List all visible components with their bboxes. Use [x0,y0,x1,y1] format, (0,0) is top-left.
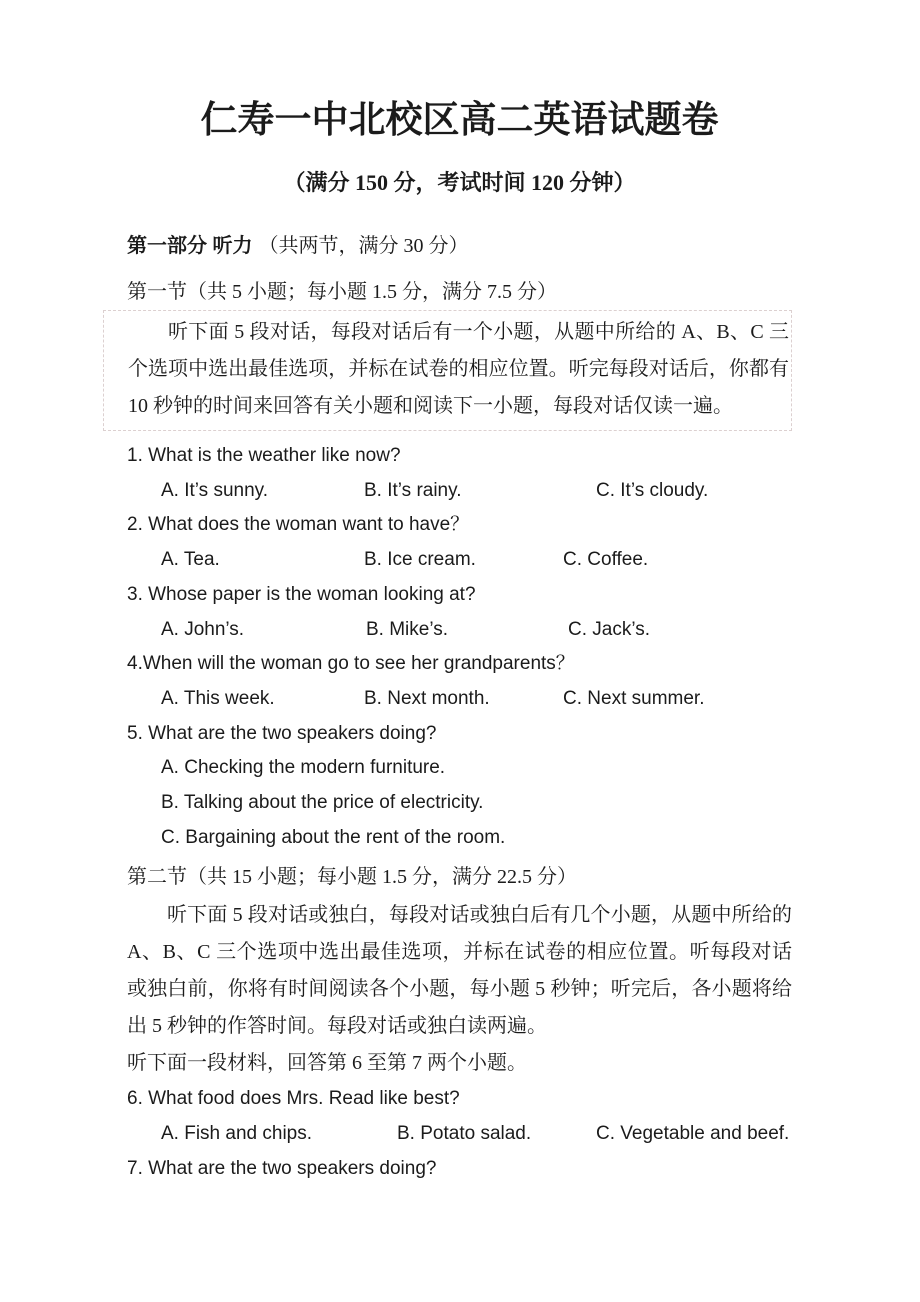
exam-subtitle: （满分 150 分，考试时间 120 分钟） [283,170,636,195]
question-5: 5. What are the two speakers doing? [127,722,437,744]
part1-heading-tail: （共两节，满分 30 分） [258,235,469,257]
part1-heading [127,232,792,260]
question-2-option-b: B. Ice cream. [364,549,476,571]
question-3-option-c: C. Jack’s. [568,618,651,640]
question-1: 1. What is the weather like now? [127,445,401,466]
question-7: 7. What are the two speakers doing? [127,1157,437,1179]
question-1-option-b: B. It’s rainy. [364,479,462,501]
question-1-option-c: C. It’s cloudy. [596,479,709,501]
question-6: 6. What food does Mrs. Read like best? [127,1088,460,1110]
question-3: 3. Whose paper is the woman looking at? [127,583,476,605]
section1-instructions-box [103,310,792,431]
section1-heading: 第一节（共 5 小题；每小题 1.5 分，满分 7.5 分） [127,281,557,303]
section2-instructions: 听下面 5 段对话或独白，每段对话或独白后有几个小题，从题中所给的 A、B、C 三个选项中选出最佳选项，并标在试卷的相应位置。听每段对话或独白前，你将有时间阅读各个小题，每小题 5 秒钟；听完后，各小题将给出 5 秒钟的作答时间。每段对话或独白读两遍。 [127,904,792,1038]
questions-1-5 [127,439,792,855]
question-2-options [127,543,792,578]
question-6-options [127,1117,792,1152]
question-2: 2. What does the woman want to have？ [127,514,470,536]
question-4-option-a: A. This week. [161,687,275,709]
question-4-option-c: C. Next summer. [563,687,705,709]
section2-heading: 第二节（共 15 小题；每小题 1.5 分，满分 22.5 分） [127,866,577,889]
question-6-option-a: A. Fish and chips. [161,1123,313,1145]
question-3-options [127,613,792,648]
section1-instructions: 听下面 5 段对话，每段对话后有一个小题，从题中所给的 A、B、C 三个选项中选出最佳选项，并标在试卷的相应位置。听完每段对话后，你都有 10 秒钟的时间来回答有关小题和阅读下一小题，每段对话仅读一遍。 [128,321,789,417]
question-4: 4.When will the woman go to see her grandparents？ [127,653,575,675]
exam-title: 仁寿一中北校区高二英语试题卷 [200,99,719,140]
questions-6-7 [127,1082,792,1186]
question-6-option-b: B. Potato salad. [397,1123,532,1145]
question-5-option-a: A. Checking the modern furniture. [161,757,446,779]
question-2-option-a: A. Tea. [161,549,220,571]
question-3-option-a: A. John’s. [161,618,245,640]
question-6-option-c: C. Vegetable and beef. [596,1123,790,1145]
section2-material-note: 听下面一段材料，回答第 6 至第 7 两个小题。 [127,1052,527,1075]
question-5-option-b: B. Talking about the price of electricity. [161,792,484,814]
question-4-options [127,682,792,717]
question-5-option-c: C. Bargaining about the rent of the room. [161,826,506,848]
question-1-option-a: A. It’s sunny. [161,479,269,501]
question-4-option-b: B. Next month. [364,687,490,709]
question-1-options [127,474,792,509]
question-3-option-b: B. Mike’s. [366,618,449,640]
part1-heading-bold: 第一部分 听力 [127,235,253,257]
question-2-option-c: C. Coffee. [563,549,649,571]
